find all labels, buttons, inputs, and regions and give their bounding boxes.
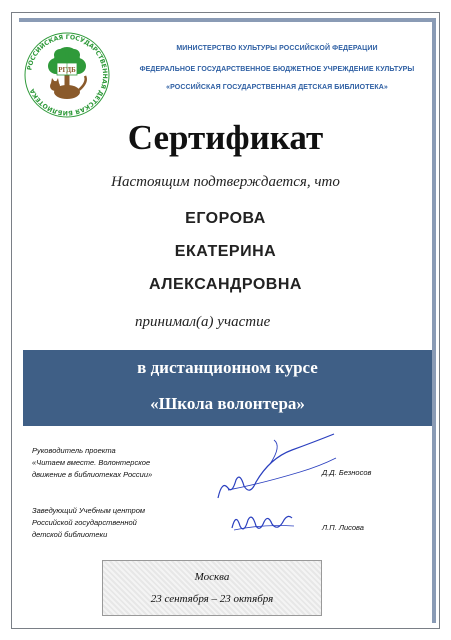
signatory-1-role (32, 445, 152, 481)
recipient-first-name: ЕКАТЕРИНА (174, 243, 277, 260)
signature-1-image (210, 428, 340, 503)
signature-2-image (228, 506, 298, 536)
top-decorative-bar (19, 18, 435, 22)
course-line-1: в дистанционном курсе (137, 358, 318, 377)
confirmation-text: Настоящим подтверждается, что (111, 174, 340, 190)
signatory-2-role (32, 505, 145, 541)
date-range: 23 сентября – 23 октября (150, 593, 274, 605)
recipient-surname: ЕГОРОВА (185, 210, 266, 227)
course-line-2: «Школа волонтера» (150, 394, 305, 413)
svg-text:РГДБ: РГДБ (58, 66, 76, 74)
signatory-1-role-line-2: «Читаем вместе. Волонтерское (32, 458, 151, 467)
signatory-1-role-line-1: Руководитель проекта (32, 446, 116, 455)
signatory-2-role-line-2: Российской государственной (32, 518, 137, 527)
signatory-1-name: Д.Д. Безносов (322, 468, 372, 477)
signatory-2-role-line-3: детской библиотеки (32, 530, 108, 539)
place-date-box (102, 560, 322, 616)
library-emblem-logo (22, 30, 112, 120)
signatory-2-name: Л.П. Лисова (322, 523, 364, 532)
certificate-title: Сертификат (127, 118, 324, 157)
recipient-patronymic: АЛЕКСАНДРОВНА (149, 276, 302, 293)
svg-text:РОССИЙСКАЯ ГОСУДАРСТВЕННАЯ ДЕТ: РОССИЙСКАЯ ГОСУДАРСТВЕННАЯ ДЕТСКАЯ БИБЛИОТЕКА (26, 33, 109, 117)
ministry-name: МИНИСТЕРСТВО КУЛЬТУРЫ РОССИЙСКОЙ ФЕДЕРАЦИИ (176, 45, 378, 52)
participation-text: принимал(а) участие (135, 314, 271, 330)
city: Москва (194, 571, 230, 583)
signatory-1-role-line-3: движение в библиотеках России» (32, 470, 153, 479)
signatory-2-role-line-1: Заведующий Учебным центром (32, 506, 146, 515)
course-banner (23, 350, 432, 426)
library-name: «РОССИЙСКАЯ ГОСУДАРСТВЕННАЯ ДЕТСКАЯ БИБЛИОТЕКА» (166, 84, 388, 91)
institution-type: ФЕДЕРАЛЬНОЕ ГОСУДАРСТВЕННОЕ БЮДЖЕТНОЕ УЧРЕЖДЕНИЕ КУЛЬТУРЫ (139, 66, 415, 73)
right-decorative-bar (432, 18, 436, 623)
